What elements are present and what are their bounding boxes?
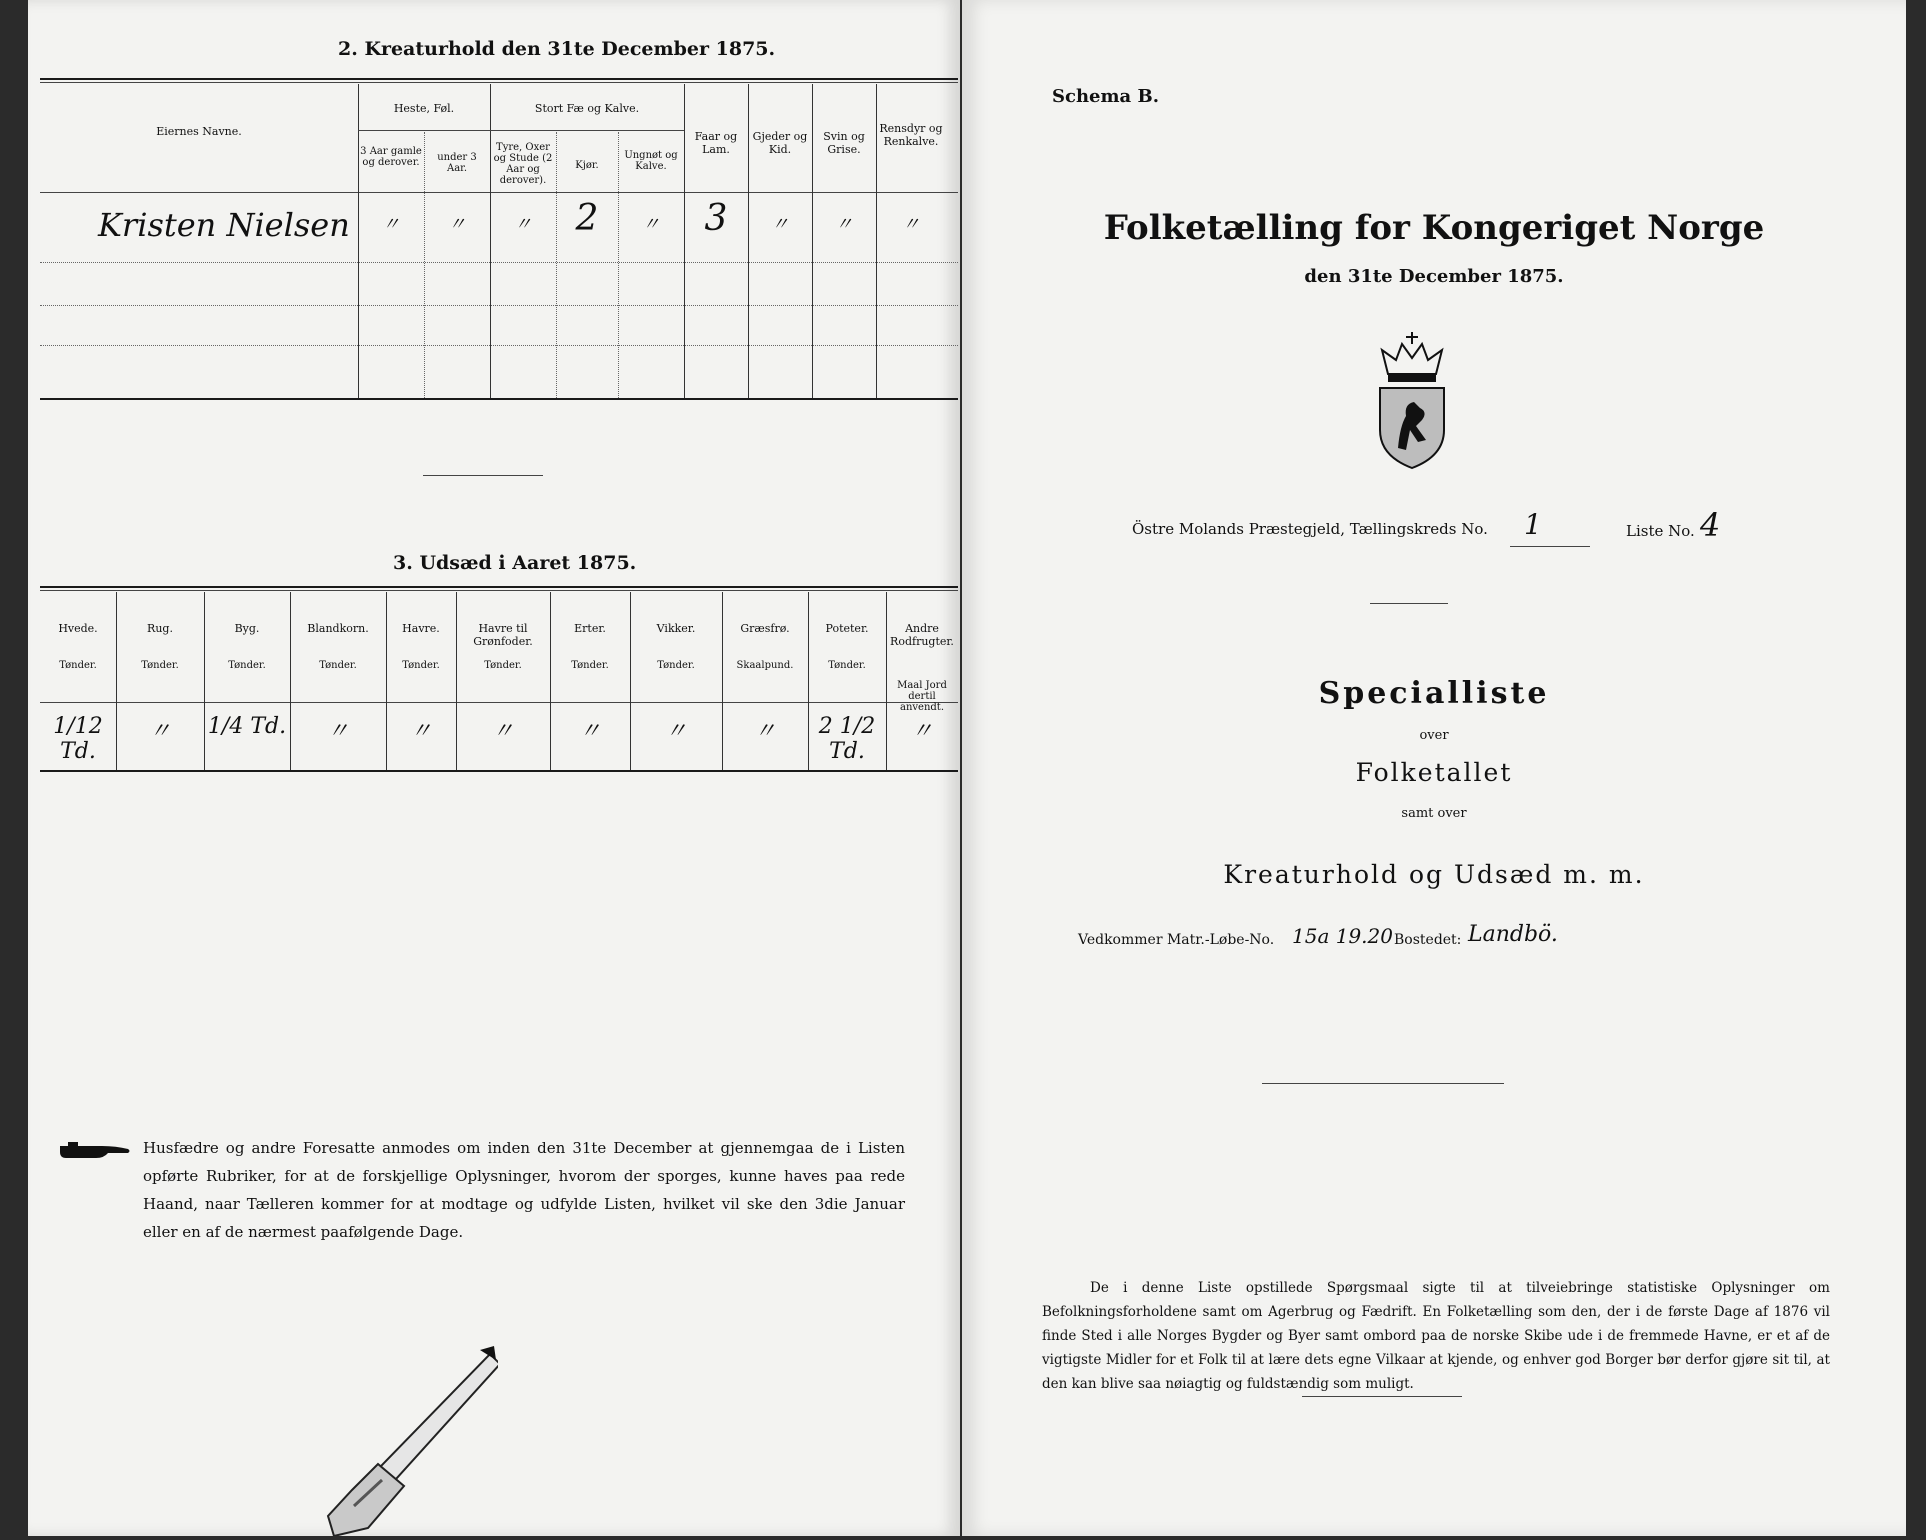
crop-value-8: 〃 xyxy=(753,719,776,744)
folketallet-heading: Folketallet xyxy=(1355,758,1513,787)
section3-title: 3. Udsæd i Aaret 1875. xyxy=(393,552,637,574)
sheep-value: 3 xyxy=(704,198,728,239)
horse-old-value: 〃 xyxy=(382,214,400,235)
goats-header: Gjeder og Kid. xyxy=(752,130,808,156)
crop-unit-5: Tønder. xyxy=(484,660,522,671)
parish-label: Östre Molands Præstegjeld, Tællingskreds No. xyxy=(1132,520,1488,538)
reindeer-header: Rensdyr og Renkalve. xyxy=(879,122,943,148)
divider xyxy=(1370,603,1448,604)
crop-unit-2: Tønder. xyxy=(228,660,266,671)
table2-col-line xyxy=(748,84,749,398)
right-page xyxy=(962,0,1906,1536)
specialliste-heading: Specialliste xyxy=(1318,676,1550,711)
table2-col-line xyxy=(358,84,359,398)
crop-unit-0: Tønder. xyxy=(59,660,97,671)
crop-header-6: Erter. xyxy=(574,622,606,635)
crop-header-4: Havre. xyxy=(402,622,440,635)
crop-unit-7: Tønder. xyxy=(657,660,695,671)
crop-value-1: 〃 xyxy=(148,719,171,744)
liste-number: 4 xyxy=(1700,506,1721,544)
divider xyxy=(1262,1083,1504,1084)
crop-value-7: 〃 xyxy=(664,719,687,744)
crop-header-9: Poteter. xyxy=(825,622,869,635)
over-text: over xyxy=(1419,728,1449,743)
crop-header-5: Havre til Grønfoder. xyxy=(473,622,533,648)
reindeer-value: 〃 xyxy=(902,214,920,235)
crop-unit-9: Tønder. xyxy=(828,660,866,671)
matr-label: Vedkommer Matr.-Løbe-No. xyxy=(1078,932,1275,948)
bosted-value: Landbö. xyxy=(1468,922,1558,947)
horse-young-value: 〃 xyxy=(448,214,466,235)
table2-col-line xyxy=(556,132,557,398)
table2-header-rule xyxy=(40,192,958,193)
table3-top-rule-thin xyxy=(40,590,958,591)
crop-unit-4: Tønder. xyxy=(402,660,440,671)
crop-unit-1: Tønder. xyxy=(141,660,179,671)
kreds-underline xyxy=(1510,546,1590,547)
crop-unit-3: Tønder. xyxy=(319,660,357,671)
col-owner-header: Eiernes Navne. xyxy=(156,125,242,138)
sheep-header: Faar og Lam. xyxy=(694,130,738,156)
table2-col-line xyxy=(684,84,685,398)
household-notice: Husfædre og andre Foresatte anmodes om inden den 31te December at gjennemgaa de i Listen opførte Rubriker, for at de forskjellige Oplysninger, hvorom der sporges, kunne haves paa rede Haand, naar Tælleren kommer for at modtage og udfylde Listen, hvilket vil ske den 3die Januar eller en af de nærmest paafølgende Dage. xyxy=(143,1139,905,1241)
cattle-young-value: 〃 xyxy=(642,214,660,235)
table2-col-line xyxy=(812,84,813,398)
table3-top-rule xyxy=(40,586,958,588)
crop-unit-6: Tønder. xyxy=(571,660,609,671)
table2-row-rule xyxy=(40,345,958,346)
crop-header-2: Byg. xyxy=(234,622,260,635)
section2-title: 2. Kreaturhold den 31te December 1875. xyxy=(338,38,776,60)
schema-label: Schema B. xyxy=(1052,86,1159,107)
kreds-number: 1 xyxy=(1524,508,1542,541)
pointing-hand-icon xyxy=(58,1140,132,1162)
pigs-value: 〃 xyxy=(835,214,853,235)
table2-top-rule xyxy=(40,78,958,80)
table2-subheader-rule xyxy=(358,130,684,131)
census-title: Folketælling for Kongeriget Norge xyxy=(1103,208,1765,248)
crop-unit-10: Maal Jord dertil anvendt. xyxy=(897,680,947,713)
census-date: den 31te December 1875. xyxy=(1304,266,1564,287)
table3-header-rule xyxy=(40,702,958,703)
crop-header-1: Rug. xyxy=(147,622,173,635)
table2-col-line xyxy=(618,132,619,398)
liste-label: Liste No. xyxy=(1626,522,1695,540)
horses-group-header: Heste, Føl. xyxy=(393,102,455,115)
table2-bottom-rule xyxy=(40,398,958,400)
cattle-bulls-value: 〃 xyxy=(514,214,532,235)
table2-row-rule xyxy=(40,262,958,263)
bosted-label: Bostedet: xyxy=(1394,932,1462,948)
crop-value-10: 〃 xyxy=(910,719,933,744)
crop-header-8: Græsfrø. xyxy=(740,622,790,635)
crop-value-5: 〃 xyxy=(491,719,514,744)
left-page xyxy=(28,0,960,1536)
crop-header-0: Hvede. xyxy=(58,622,98,635)
table2-col-line xyxy=(490,84,491,398)
crop-header-10: Andre Rodfrugter. xyxy=(890,622,954,648)
cattle-group-header: Stort Fæ og Kalve. xyxy=(534,102,640,115)
crop-value-3: 〃 xyxy=(326,719,349,744)
footer-text: De i denne Liste opstillede Spørgsmaal sigte til at tilveiebringe statistiske Oplysninger om Befolkningsforholdene samt om Agerbrug og Fædrift. En Folketælling som den, der i de første Dage af 1876 vil finde Sted i alle Norges Bygder og Byer samt ombord paa de norske Skibe ude i de fremmede Havne, er et af de vigtigste Midler for et Folk til at lære dets egne Vilkaar at kjende, og enhver god Borger bør derfor gjøre sit til, at den kan blive saa nøiagtig og fuldstændig som muligt. xyxy=(1042,1280,1830,1392)
crop-value-2: 1/4 Td. xyxy=(207,714,287,739)
owner-name: Kristen Nielsen xyxy=(98,206,350,244)
table2-row-rule xyxy=(40,305,958,306)
horse-old-header: 3 Aar gamle og derover. xyxy=(360,146,422,168)
crop-header-3: Blandkorn. xyxy=(307,622,369,635)
goats-value: 〃 xyxy=(771,214,789,235)
coat-of-arms-icon xyxy=(1370,330,1454,470)
crop-value-0: 1/12 Td. xyxy=(53,714,103,764)
cattle-young-header: Ungnøt og Kalve. xyxy=(624,150,678,172)
cattle-cows-header: Kjør. xyxy=(575,160,599,171)
crop-unit-8: Skaalpund. xyxy=(736,660,794,671)
matr-value: 15a 19.20 xyxy=(1292,924,1393,948)
cattle-bulls-header: Tyre, Oxer og Stude (2 Aar og derover). xyxy=(493,142,553,186)
table3-bottom-rule xyxy=(40,770,958,772)
crop-value-4: 〃 xyxy=(409,719,432,744)
pen-icon xyxy=(258,1340,498,1536)
samt-over-text: samt over xyxy=(1401,806,1467,821)
kreaturhold-heading: Kreaturhold og Udsæd m. m. xyxy=(1223,860,1645,889)
pigs-header: Svin og Grise. xyxy=(823,130,865,156)
divider xyxy=(423,475,543,476)
cattle-cows-value: 2 xyxy=(575,198,599,239)
divider xyxy=(1302,1396,1462,1397)
table2-top-rule-thin xyxy=(40,82,958,83)
table3-col-line xyxy=(204,592,205,770)
crop-value-9: 2 1/2 Td. xyxy=(818,714,876,764)
crop-value-6: 〃 xyxy=(578,719,601,744)
table2-col-line xyxy=(424,132,425,398)
horse-young-header: under 3 Aar. xyxy=(437,152,477,174)
crop-header-7: Vikker. xyxy=(656,622,696,635)
